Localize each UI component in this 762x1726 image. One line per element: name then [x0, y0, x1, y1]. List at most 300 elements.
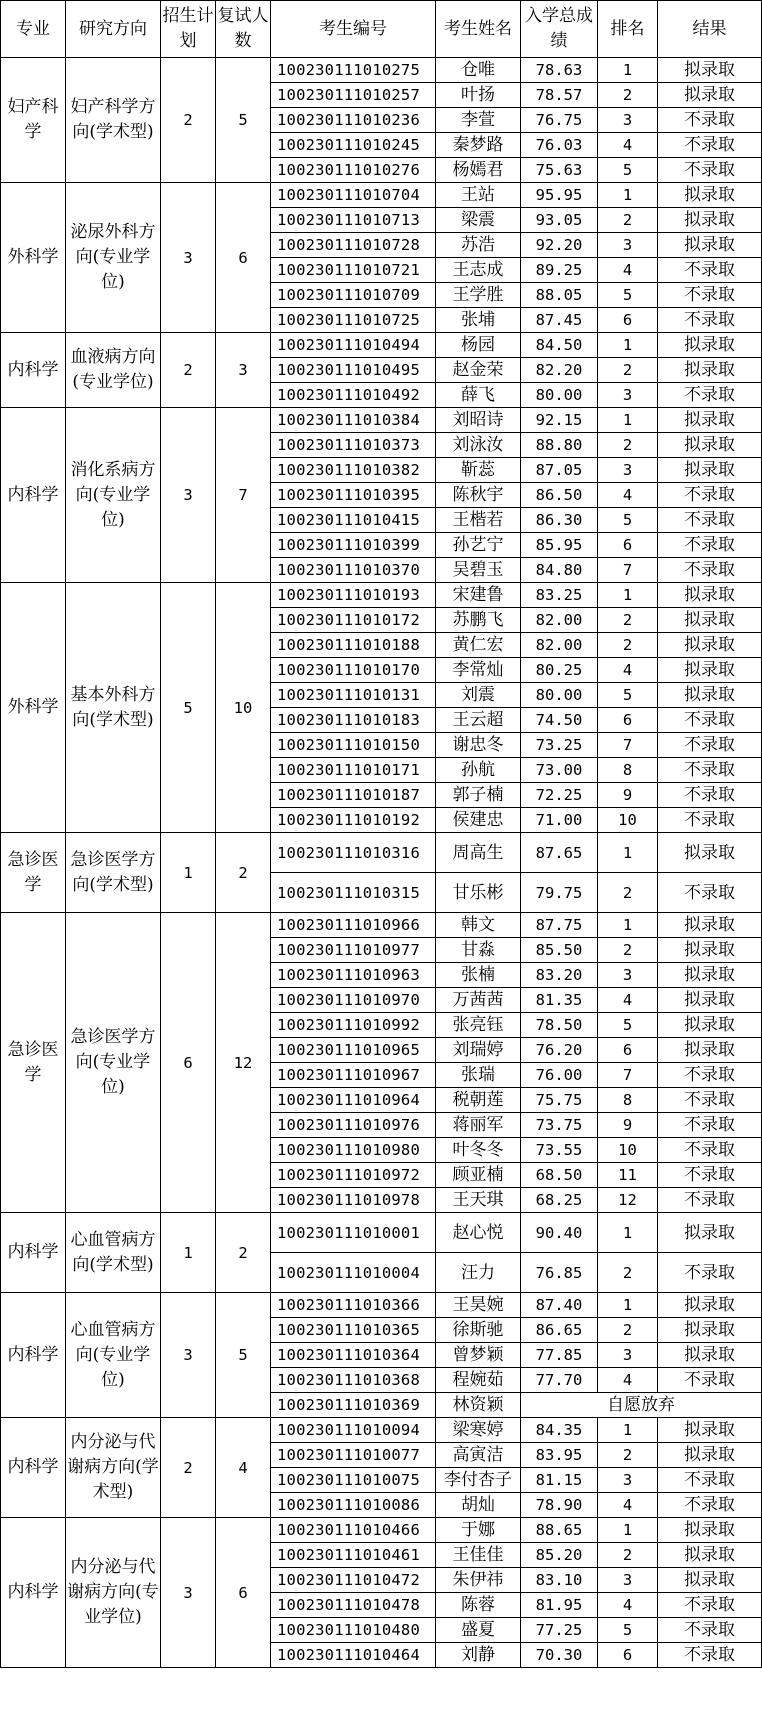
candidate-id-cell: 100230111010978 [271, 1188, 436, 1213]
rank-cell: 5 [598, 1618, 658, 1643]
candidate-id-cell: 100230111010150 [271, 733, 436, 758]
candidate-name-cell: 刘昭诗 [436, 408, 521, 433]
major-cell: 内科学 [1, 1213, 66, 1293]
candidate-id-cell: 100230111010369 [271, 1393, 436, 1418]
candidate-name-cell: 李常灿 [436, 658, 521, 683]
candidate-name-cell: 杨园 [436, 333, 521, 358]
direction-cell: 消化系病方向(专业学位) [66, 408, 161, 583]
rank-cell: 4 [598, 988, 658, 1013]
candidate-name-cell: 王志成 [436, 258, 521, 283]
candidate-id-cell: 100230111010004 [271, 1253, 436, 1293]
candidate-name-cell: 王站 [436, 183, 521, 208]
result-cell: 不录取 [658, 1618, 762, 1643]
total-score-cell: 78.57 [521, 83, 598, 108]
rank-cell: 6 [598, 708, 658, 733]
candidate-id-cell: 100230111010077 [271, 1443, 436, 1468]
candidate-name-cell: 甘淼 [436, 938, 521, 963]
retest-count-cell: 4 [216, 1418, 271, 1518]
total-score-cell: 85.50 [521, 938, 598, 963]
header-plan: 招生计划 [161, 1, 216, 58]
candidate-name-cell: 汪力 [436, 1253, 521, 1293]
total-score-cell: 87.75 [521, 913, 598, 938]
major-cell: 外科学 [1, 583, 66, 833]
candidate-id-cell: 100230111010188 [271, 633, 436, 658]
direction-cell: 基本外科方向(学术型) [66, 583, 161, 833]
candidate-name-cell: 李萱 [436, 108, 521, 133]
result-cell: 拟录取 [658, 1518, 762, 1543]
result-cell: 拟录取 [658, 1568, 762, 1593]
result-cell: 拟录取 [658, 683, 762, 708]
candidate-id-cell: 100230111010992 [271, 1013, 436, 1038]
candidate-name-cell: 谢忠冬 [436, 733, 521, 758]
candidate-name-cell: 徐斯驰 [436, 1318, 521, 1343]
table-row [1, 913, 762, 938]
candidate-id-cell: 100230111010713 [271, 208, 436, 233]
total-score-cell: 76.03 [521, 133, 598, 158]
result-cell: 拟录取 [658, 1418, 762, 1443]
candidate-id-cell: 100230111010709 [271, 283, 436, 308]
candidate-id-cell: 100230111010972 [271, 1163, 436, 1188]
candidate-id-cell: 100230111010980 [271, 1138, 436, 1163]
result-cell: 不录取 [658, 1643, 762, 1668]
total-score-cell: 71.00 [521, 808, 598, 833]
table-body [1, 58, 762, 1668]
rank-cell: 3 [598, 233, 658, 258]
total-score-cell: 86.50 [521, 483, 598, 508]
major-cell: 急诊医学 [1, 913, 66, 1213]
total-score-cell: 76.00 [521, 1063, 598, 1088]
rank-cell: 5 [598, 1013, 658, 1038]
candidate-name-cell: 侯建忠 [436, 808, 521, 833]
rank-cell: 1 [598, 58, 658, 83]
header-rank: 排名 [598, 1, 658, 58]
result-cell: 拟录取 [658, 208, 762, 233]
total-score-cell: 85.20 [521, 1543, 598, 1568]
total-score-cell: 77.70 [521, 1368, 598, 1393]
plan-cell: 3 [161, 408, 216, 583]
result-cell: 不录取 [658, 158, 762, 183]
candidate-id-cell: 100230111010480 [271, 1618, 436, 1643]
result-cell: 不录取 [658, 1088, 762, 1113]
candidate-name-cell: 杨嫣君 [436, 158, 521, 183]
total-score-cell: 70.30 [521, 1643, 598, 1668]
total-score-cell: 78.90 [521, 1493, 598, 1518]
status-note-cell: 自愿放弃 [521, 1393, 762, 1418]
candidate-id-cell: 100230111010183 [271, 708, 436, 733]
header-result: 结果 [658, 1, 762, 58]
rank-cell: 5 [598, 158, 658, 183]
candidate-id-cell: 100230111010364 [271, 1343, 436, 1368]
candidate-id-cell: 100230111010415 [271, 508, 436, 533]
rank-cell: 3 [598, 1568, 658, 1593]
major-cell: 内科学 [1, 1293, 66, 1418]
candidate-name-cell: 张埔 [436, 308, 521, 333]
retest-count-cell: 2 [216, 833, 271, 913]
candidate-name-cell: 赵金荣 [436, 358, 521, 383]
total-score-cell: 78.63 [521, 58, 598, 83]
header-total-score: 入学总成绩 [521, 1, 598, 58]
total-score-cell: 77.85 [521, 1343, 598, 1368]
rank-cell: 3 [598, 458, 658, 483]
candidate-id-cell: 100230111010075 [271, 1468, 436, 1493]
direction-cell: 泌尿外科方向(专业学位) [66, 183, 161, 333]
rank-cell: 1 [598, 333, 658, 358]
total-score-cell: 83.20 [521, 963, 598, 988]
candidate-name-cell: 税朝莲 [436, 1088, 521, 1113]
retest-count-cell: 7 [216, 408, 271, 583]
rank-cell: 3 [598, 1343, 658, 1368]
rank-cell: 6 [598, 1038, 658, 1063]
candidate-name-cell: 胡灿 [436, 1493, 521, 1518]
major-cell: 内科学 [1, 1518, 66, 1668]
total-score-cell: 83.95 [521, 1443, 598, 1468]
candidate-name-cell: 张楠 [436, 963, 521, 988]
result-cell: 拟录取 [658, 583, 762, 608]
header-direction: 研究方向 [66, 1, 161, 58]
result-cell: 不录取 [658, 808, 762, 833]
rank-cell: 4 [598, 1493, 658, 1518]
total-score-cell: 75.63 [521, 158, 598, 183]
total-score-cell: 84.50 [521, 333, 598, 358]
total-score-cell: 90.40 [521, 1213, 598, 1253]
candidate-id-cell: 100230111010365 [271, 1318, 436, 1343]
rank-cell: 1 [598, 583, 658, 608]
candidate-id-cell: 100230111010192 [271, 808, 436, 833]
result-cell: 拟录取 [658, 333, 762, 358]
result-cell: 拟录取 [658, 938, 762, 963]
candidate-id-cell: 100230111010721 [271, 258, 436, 283]
rank-cell: 1 [598, 1418, 658, 1443]
retest-count-cell: 12 [216, 913, 271, 1213]
major-cell: 内科学 [1, 1418, 66, 1518]
result-cell: 拟录取 [658, 608, 762, 633]
candidate-id-cell: 100230111010461 [271, 1543, 436, 1568]
candidate-id-cell: 100230111010478 [271, 1593, 436, 1618]
major-cell: 内科学 [1, 408, 66, 583]
direction-cell: 心血管病方向(学术型) [66, 1213, 161, 1293]
candidate-id-cell: 100230111010001 [271, 1213, 436, 1253]
table-row [1, 583, 762, 608]
rank-cell: 7 [598, 558, 658, 583]
result-cell: 拟录取 [658, 433, 762, 458]
total-score-cell: 88.05 [521, 283, 598, 308]
candidate-id-cell: 100230111010172 [271, 608, 436, 633]
candidate-id-cell: 100230111010977 [271, 938, 436, 963]
total-score-cell: 81.15 [521, 1468, 598, 1493]
candidate-name-cell: 朱伊祎 [436, 1568, 521, 1593]
table-row [1, 408, 762, 433]
candidate-name-cell: 梁寒婷 [436, 1418, 521, 1443]
result-cell: 不录取 [658, 508, 762, 533]
rank-cell: 5 [598, 508, 658, 533]
retest-count-cell: 6 [216, 1518, 271, 1668]
candidate-id-cell: 100230111010970 [271, 988, 436, 1013]
table-row [1, 183, 762, 208]
candidate-name-cell: 靳蕊 [436, 458, 521, 483]
result-cell: 拟录取 [658, 183, 762, 208]
plan-cell: 3 [161, 183, 216, 333]
total-score-cell: 87.45 [521, 308, 598, 333]
candidate-id-cell: 100230111010131 [271, 683, 436, 708]
direction-cell: 妇产科学方向(学术型) [66, 58, 161, 183]
total-score-cell: 83.10 [521, 1568, 598, 1593]
total-score-cell: 76.85 [521, 1253, 598, 1293]
candidate-id-cell: 100230111010399 [271, 533, 436, 558]
result-cell: 拟录取 [658, 658, 762, 683]
candidate-name-cell: 宋建鲁 [436, 583, 521, 608]
rank-cell: 1 [598, 1518, 658, 1543]
total-score-cell: 86.65 [521, 1318, 598, 1343]
result-cell: 不录取 [658, 483, 762, 508]
result-cell: 拟录取 [658, 83, 762, 108]
rank-cell: 2 [598, 633, 658, 658]
candidate-name-cell: 于娜 [436, 1518, 521, 1543]
candidate-id-cell: 100230111010245 [271, 133, 436, 158]
candidate-name-cell: 张亮钰 [436, 1013, 521, 1038]
total-score-cell: 92.15 [521, 408, 598, 433]
rank-cell: 4 [598, 1368, 658, 1393]
major-cell: 外科学 [1, 183, 66, 333]
candidate-id-cell: 100230111010963 [271, 963, 436, 988]
total-score-cell: 79.75 [521, 873, 598, 913]
candidate-name-cell: 王天琪 [436, 1188, 521, 1213]
candidate-name-cell: 王楷若 [436, 508, 521, 533]
candidate-id-cell: 100230111010368 [271, 1368, 436, 1393]
rank-cell: 12 [598, 1188, 658, 1213]
candidate-id-cell: 100230111010275 [271, 58, 436, 83]
candidate-name-cell: 王昊婉 [436, 1293, 521, 1318]
rank-cell: 10 [598, 1138, 658, 1163]
candidate-name-cell: 苏鹏飞 [436, 608, 521, 633]
rank-cell: 2 [598, 1543, 658, 1568]
candidate-name-cell: 万茜茜 [436, 988, 521, 1013]
result-cell: 不录取 [658, 533, 762, 558]
plan-cell: 6 [161, 913, 216, 1213]
total-score-cell: 82.00 [521, 633, 598, 658]
total-score-cell: 84.80 [521, 558, 598, 583]
candidate-id-cell: 100230111010170 [271, 658, 436, 683]
candidate-name-cell: 赵心悦 [436, 1213, 521, 1253]
candidate-id-cell: 100230111010086 [271, 1493, 436, 1518]
total-score-cell: 78.50 [521, 1013, 598, 1038]
rank-cell: 6 [598, 533, 658, 558]
result-cell: 不录取 [658, 383, 762, 408]
result-cell: 不录取 [658, 108, 762, 133]
candidate-name-cell: 郭子楠 [436, 783, 521, 808]
table-row [1, 1418, 762, 1443]
total-score-cell: 68.50 [521, 1163, 598, 1188]
rank-cell: 2 [598, 358, 658, 383]
result-cell: 拟录取 [658, 458, 762, 483]
candidate-id-cell: 100230111010257 [271, 83, 436, 108]
plan-cell: 2 [161, 1418, 216, 1518]
retest-count-cell: 3 [216, 333, 271, 408]
rank-cell: 3 [598, 963, 658, 988]
total-score-cell: 92.20 [521, 233, 598, 258]
plan-cell: 5 [161, 583, 216, 833]
rank-cell: 8 [598, 758, 658, 783]
candidate-id-cell: 100230111010276 [271, 158, 436, 183]
table-row [1, 1213, 762, 1253]
result-cell: 拟录取 [658, 833, 762, 873]
rank-cell: 2 [598, 938, 658, 963]
plan-cell: 2 [161, 58, 216, 183]
candidate-name-cell: 梁震 [436, 208, 521, 233]
candidate-name-cell: 孙航 [436, 758, 521, 783]
candidate-name-cell: 韩文 [436, 913, 521, 938]
major-cell: 内科学 [1, 333, 66, 408]
total-score-cell: 88.65 [521, 1518, 598, 1543]
direction-cell: 内分泌与代谢病方向(专业学位) [66, 1518, 161, 1668]
result-cell: 拟录取 [658, 963, 762, 988]
rank-cell: 1 [598, 1213, 658, 1253]
candidate-name-cell: 薛飞 [436, 383, 521, 408]
candidate-id-cell: 100230111010395 [271, 483, 436, 508]
result-cell: 不录取 [658, 1063, 762, 1088]
rank-cell: 4 [598, 483, 658, 508]
candidate-id-cell: 100230111010370 [271, 558, 436, 583]
direction-cell: 血液病方向(专业学位) [66, 333, 161, 408]
total-score-cell: 86.30 [521, 508, 598, 533]
total-score-cell: 68.25 [521, 1188, 598, 1213]
rank-cell: 3 [598, 1468, 658, 1493]
candidate-id-cell: 100230111010967 [271, 1063, 436, 1088]
candidate-id-cell: 100230111010316 [271, 833, 436, 873]
result-cell: 拟录取 [658, 58, 762, 83]
rank-cell: 10 [598, 808, 658, 833]
result-cell: 拟录取 [658, 1213, 762, 1253]
rank-cell: 2 [598, 608, 658, 633]
candidate-name-cell: 王学胜 [436, 283, 521, 308]
total-score-cell: 80.00 [521, 683, 598, 708]
result-cell: 不录取 [658, 733, 762, 758]
result-cell: 不录取 [658, 558, 762, 583]
rank-cell: 7 [598, 1063, 658, 1088]
major-cell: 妇产科学 [1, 58, 66, 183]
result-cell: 不录取 [658, 1368, 762, 1393]
candidate-id-cell: 100230111010976 [271, 1113, 436, 1138]
result-cell: 不录取 [658, 133, 762, 158]
result-cell: 拟录取 [658, 988, 762, 1013]
direction-cell: 内分泌与代谢病方向(学术型) [66, 1418, 161, 1518]
candidate-id-cell: 100230111010094 [271, 1418, 436, 1443]
candidate-name-cell: 顾亚楠 [436, 1163, 521, 1188]
rank-cell: 4 [598, 133, 658, 158]
candidate-name-cell: 林资颖 [436, 1393, 521, 1418]
result-cell: 不录取 [658, 758, 762, 783]
result-cell: 不录取 [658, 1138, 762, 1163]
total-score-cell: 73.75 [521, 1113, 598, 1138]
candidate-name-cell: 秦梦路 [436, 133, 521, 158]
retest-count-cell: 5 [216, 1293, 271, 1418]
total-score-cell: 76.75 [521, 108, 598, 133]
result-cell: 不录取 [658, 308, 762, 333]
result-cell: 不录取 [658, 1468, 762, 1493]
candidate-id-cell: 100230111010193 [271, 583, 436, 608]
total-score-cell: 93.05 [521, 208, 598, 233]
rank-cell: 2 [598, 208, 658, 233]
total-score-cell: 73.55 [521, 1138, 598, 1163]
retest-count-cell: 5 [216, 58, 271, 183]
candidate-name-cell: 陈蓉 [436, 1593, 521, 1618]
retest-count-cell: 2 [216, 1213, 271, 1293]
plan-cell: 2 [161, 333, 216, 408]
rank-cell: 8 [598, 1088, 658, 1113]
candidate-name-cell: 黄仁宏 [436, 633, 521, 658]
result-cell: 不录取 [658, 1188, 762, 1213]
candidate-id-cell: 100230111010373 [271, 433, 436, 458]
candidate-id-cell: 100230111010495 [271, 358, 436, 383]
candidate-name-cell: 程婉茹 [436, 1368, 521, 1393]
rank-cell: 11 [598, 1163, 658, 1188]
total-score-cell: 87.40 [521, 1293, 598, 1318]
rank-cell: 2 [598, 83, 658, 108]
header-row [1, 1, 762, 58]
total-score-cell: 77.25 [521, 1618, 598, 1643]
total-score-cell: 72.25 [521, 783, 598, 808]
rank-cell: 1 [598, 913, 658, 938]
rank-cell: 2 [598, 1318, 658, 1343]
rank-cell: 9 [598, 783, 658, 808]
candidate-id-cell: 100230111010494 [271, 333, 436, 358]
result-cell: 拟录取 [658, 358, 762, 383]
rank-cell: 6 [598, 308, 658, 333]
result-cell: 不录取 [658, 708, 762, 733]
candidate-name-cell: 曾梦颖 [436, 1343, 521, 1368]
candidate-id-cell: 100230111010472 [271, 1568, 436, 1593]
result-cell: 拟录取 [658, 233, 762, 258]
total-score-cell: 81.35 [521, 988, 598, 1013]
result-cell: 拟录取 [658, 633, 762, 658]
candidate-name-cell: 吴碧玉 [436, 558, 521, 583]
rank-cell: 9 [598, 1113, 658, 1138]
rank-cell: 2 [598, 1253, 658, 1293]
result-cell: 拟录取 [658, 1013, 762, 1038]
candidate-id-cell: 100230111010464 [271, 1643, 436, 1668]
candidate-id-cell: 100230111010728 [271, 233, 436, 258]
total-score-cell: 76.20 [521, 1038, 598, 1063]
rank-cell: 1 [598, 833, 658, 873]
retest-count-cell: 6 [216, 183, 271, 333]
candidate-name-cell: 王佳佳 [436, 1543, 521, 1568]
candidate-name-cell: 王云超 [436, 708, 521, 733]
plan-cell: 1 [161, 833, 216, 913]
candidate-id-cell: 100230111010171 [271, 758, 436, 783]
candidate-name-cell: 叶扬 [436, 83, 521, 108]
header-candidate-id: 考生编号 [271, 1, 436, 58]
rank-cell: 1 [598, 408, 658, 433]
candidate-name-cell: 刘瑞婷 [436, 1038, 521, 1063]
rank-cell: 1 [598, 1293, 658, 1318]
plan-cell: 3 [161, 1293, 216, 1418]
table-row [1, 1293, 762, 1318]
rank-cell: 4 [598, 658, 658, 683]
direction-cell: 急诊医学方向(学术型) [66, 833, 161, 913]
total-score-cell: 89.25 [521, 258, 598, 283]
candidate-name-cell: 苏浩 [436, 233, 521, 258]
candidate-name-cell: 张瑞 [436, 1063, 521, 1088]
header-candidate-name: 考生姓名 [436, 1, 521, 58]
candidate-id-cell: 100230111010965 [271, 1038, 436, 1063]
candidate-id-cell: 100230111010384 [271, 408, 436, 433]
candidate-name-cell: 高寅洁 [436, 1443, 521, 1468]
candidate-name-cell: 盛夏 [436, 1618, 521, 1643]
plan-cell: 1 [161, 1213, 216, 1293]
candidate-id-cell: 100230111010187 [271, 783, 436, 808]
table-row [1, 1518, 762, 1543]
candidate-id-cell: 100230111010725 [271, 308, 436, 333]
direction-cell: 急诊医学方向(专业学位) [66, 913, 161, 1213]
